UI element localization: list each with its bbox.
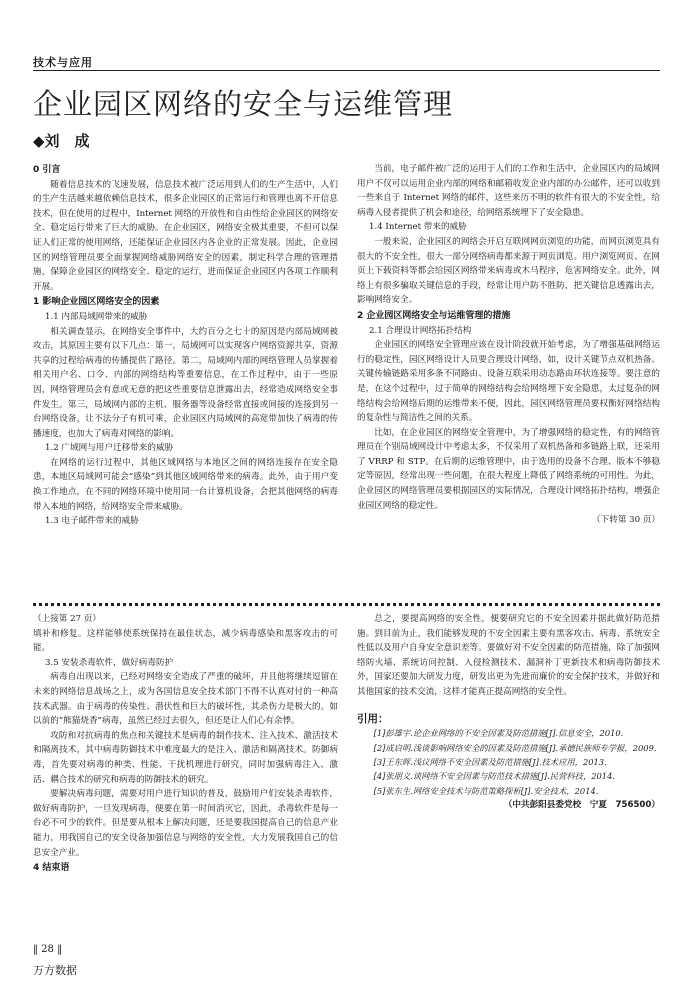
body-paragraph: 病毒自出现以来，已经对网络安全造成了严重的破坏，并且他将继续逗留在未来的网络信息战场之上，成为各国信息安全技术部门不得不认真对付的一种高技术武器。由于病毒的传染性、潜伏性和巨大的破坏性，其杀伤力是极大的。如以前的“熊猫烧香”病毒，虽然已经过去很久，但还是让人们心有余悸。: [33, 672, 338, 727]
body-paragraph: 企业园区的网络安全管理应该在设计阶段就开始考虑，为了增强基础网络运行的稳定性，园区网络设计人员要合理设计网络，如，设计关键节点双机热备、关键传输链路采用多条不同路由、设备互联采用动态路由环状连接等。要注意的是，在这个过程中，过于简单的网络结构会给网络埋下安全隐患，太过复杂的网络结构会给网络后期的运维带来不便，因此，园区网络管理员要权衡好网络结构的复杂性与简洁性之间的关系。: [357, 340, 660, 424]
subsection-heading: 3.5 安装杀毒软件，做好病毒防护: [45, 657, 174, 668]
body-paragraph: 比如，在企业园区的网络安全管理中，为了增强网络的稳定性，有的网络管理员在个别局域网设计中考虑太多，不仅采用了双机热备和多链路上联，还采用了 VRRP 和 STP。在后期的运维管理中，由于选用的设备不合理、版本不够稳定等原因，经常出现一些问题，在很大程度上降低了网络系统的可用性。为此，企业园区的网络管理员要根据园区的实际情况，合理设计网络拓扑结构，增强企业园区网络的稳定性。: [357, 427, 660, 511]
watermark-text: 万方数据: [33, 964, 77, 977]
conclusion-paragraph: 总之，要提高网络的安全性，便要研究它的不安全因素并据此做好防范措施。到目前为止，我们能够发现的不安全因素主要有黑客攻击、病毒、系统安全性低以及用户自身安全意识差等。要做好对不安全因素的防范措施，除了加强网络防火墙、系统访问控制、入侵检测技术、漏洞补丁更新技术和病毒防御技术外，国家还要加大研发力度，研发出更为先进而廉价的安全保护技术，并做好和其他国家的技术交流，这样才能真正提高网络的安全性。: [357, 614, 660, 697]
body-paragraph: 相关调查显示，在网络安全事件中，大约百分之七十的原因是内部局域网被攻击，其原因主要有以下几点：第一，局域网可以实现客户网络资源共享，资源共享的过程给病毒的传播提供了路径。第二，局域网内部的网络管理人员掌握着相关用户名、口令、内部的网络结构等重要信息，在工作过程中，由于一些原因，网络管理员会有意或无意的把这些重要信息泄露出去，经常造成网络安全事件发生。第三，局域网内部的主机、服务器等设备经常直接或间接的连接到另一台网络设备，让不法分子有机可乘，企业园区内局域网的高宽带加快了病毒的传播速度，也加大了病毒对网络的影响。: [33, 326, 338, 439]
subsection-heading: 2.1 合理设计网络拓扑结构: [369, 325, 472, 336]
subsection-heading: 1.1 内部局域网带来的威胁: [45, 311, 148, 322]
reference-item: [3]王东晖.浅议网络不安全因素及防范措施[J].技术应用，2013.: [373, 756, 607, 767]
section-heading: 1 影响企业园区网络安全的因素: [33, 297, 160, 308]
body-paragraph: 在网络的运行过程中，其他区域网络与本地区之间的网络连接存在安全隐患，本地区局域网可能会“感染”到其他区域网络带来的病毒。此外，由于用户变换工作地点，在不同的网络环境中使用同一台计算机设备，会把其他网络的病毒带入本地的网络，给网络安全带来威胁。: [33, 457, 338, 512]
bottom-right-column: [357, 612, 660, 813]
section-divider: [33, 603, 660, 610]
bottom-left-column: [33, 612, 338, 876]
top-left-column: [33, 162, 338, 529]
reference-item: [2]成启明.浅谈影响网络安全的因素及防范措施[J].承德民族师专学报，2009.: [373, 742, 657, 753]
subsection-heading: 1.4 Internet 带来的威胁: [369, 222, 467, 233]
reference-item: [5]张东生.网络安全技术与防范策略探析[J].安全技术，2014.: [373, 785, 599, 796]
body-paragraph: 攻防和对抗病毒的焦点和关键技术是病毒的制作技术、注入技术、激活技术和隔离技术，其中病毒防御技术中难度最大的是注入、激活和隔离技术。防御病毒，首先要对病毒的种类、性能、干扰机理进行研究，同时加强病毒注入、激活、耦合技术的研究和病毒的防御技术的研究。: [33, 730, 338, 785]
subsection-heading: 1.2 广域网与用户迁移带来的威胁: [45, 443, 174, 454]
section-heading: 0 引言: [33, 165, 61, 175]
top-right-column: [357, 162, 660, 528]
body-paragraph: （下转第 30 页）: [592, 515, 660, 526]
section-heading: 2 企业园区网络安全与运维管理的措施: [357, 310, 511, 321]
section-heading: 4 结束语: [33, 863, 70, 874]
body-paragraph: 随着信息技术的飞速发展，信息技术被广泛运用到人们的生产生活中，人们的生产生活越来越依赖信息技术，很多企业园区的正常运行和管理也离不开信息技术，但在使用的过程中，Internet 网络的开放性和自由性给企业园区的网络安全、稳定运行带来了巨大的威胁。在企业园区，网络安全极其重要，不但可以保证人们正常的使用网络，还能保证企业园区内各企业的正常发展。因此，企业园区的网络管理员要全面掌握网络威胁网络安全的因素，制定科学合理的管理措施，保障企业园区的网络安全、稳定的运行，进而保证企业园区内各项工作顺利开展。: [33, 179, 338, 292]
section-label: 技术与应用: [33, 56, 93, 69]
reference-item: [4]张朋义.谈网络不安全因素与防范技术措施[J].民营科技，2014.: [373, 771, 616, 782]
subsection-heading: 1.3 电子邮件带来的威胁: [45, 516, 139, 527]
references-heading: 引用：: [357, 712, 389, 725]
body-paragraph: 要解决病毒问题，需要对用户进行知识的普及，鼓励用户们安装杀毒软件，做好病毒防护，一旦发现病毒，便要在第一时间消灭它，因此，杀毒软件是每一台必不可少的软件。但是要从根本上解决问题，还是要我国提高自己的信息产业能力，用我国自己的安全设备加强信息与网络的安全性，大力发展我国自己的信息安全产业。: [33, 789, 338, 858]
article-title: 企业园区网络的安全与运维管理: [33, 87, 454, 121]
header-rule: [33, 70, 660, 71]
body-paragraph: 一般来说，企业园区的网络会开启互联网网页浏览的功能，而网页浏览具有很大的不安全性，很大一部分网络病毒都来源于网页浏览。用户浏览网页、在网页上下载资料等都会给园区网络带来病毒或木马程序，危害网络安全。此外，网络上有很多骗取关键信息的手段，经常让用户防不胜防，把关键信息透露出去，影响网络安全。: [357, 236, 660, 306]
author-affiliation: （中共彭阳县委党校 宁夏 756500）: [503, 800, 660, 811]
body-paragraph: （上接第 27 页）: [33, 614, 101, 624]
references-list: [357, 726, 660, 798]
body-paragraph: 填补和修复。这样能够使系统保持在最佳状态，减少病毒感染和黑客攻击的可能。: [33, 628, 338, 654]
page-number: ‖ 28 ‖: [33, 944, 63, 955]
reference-item: [1]彭雄宇.论企业网络的不安全因素及防范措施[J].信息安全，2010.: [373, 728, 624, 739]
body-paragraph: 当前，电子邮件被广泛的运用于人们的工作和生活中，企业园区内的局域网用户不仅可以运用企业内部的网络和邮箱收发企业内部的办公邮件，还可以收到一些来自于 Internet 网络的邮件，这些来历不明的软件有很大的不安全性，给病毒入侵者提供了机会和途径，给网络系统埋下了安全隐患。: [357, 164, 660, 218]
article-author: ◆刘 成: [33, 132, 90, 150]
